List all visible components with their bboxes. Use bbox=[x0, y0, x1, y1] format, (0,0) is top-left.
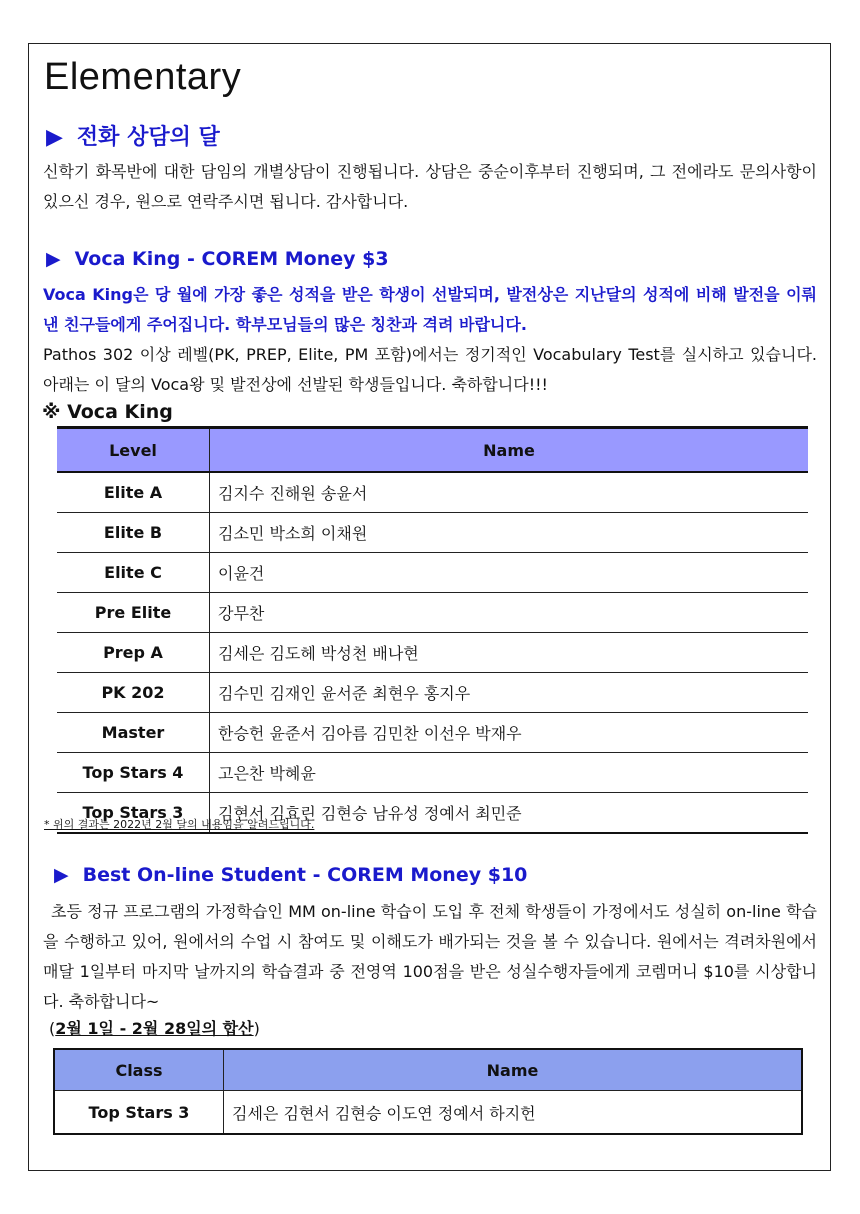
class-cell: Top Stars 3 bbox=[54, 1091, 224, 1135]
column-header-class: Class bbox=[54, 1049, 224, 1091]
triangle-right-icon: ▶ bbox=[46, 125, 63, 150]
best-online-body: 초등 정규 프로그램의 가정학습인 MM on-line 학습이 도입 후 전체 학생들이 가정에서도 성실히 on-line 학습을 수행하고 있어, 원에서의 수업 시 참여도 및 이해도가 배가되는 것을 볼 수 있습니다. 원에서는 격려차원에서 매달 1일부터 마지막 날까지의 학습결과 중 전영역 100점을 받은 성실수행자들에게 코렘머니 $10를 시상합니다. 축하합니다~ bbox=[43, 902, 817, 1011]
name-cell: 김지수 진해원 송윤서 bbox=[210, 472, 809, 513]
voca-king-body: Pathos 302 이상 레벨(PK, PREP, Elite, PM 포함)에서는 정기적인 Vocabulary Test를 실시하고 있습니다. 아래는 이 달의 Voca왕 및 발전상에 선발된 학생들입니다. 축하합니다!!! bbox=[43, 345, 817, 394]
column-header-name: Name bbox=[210, 428, 809, 473]
name-cell: 김소민 박소희 이채원 bbox=[210, 513, 809, 553]
name-cell: 강무찬 bbox=[210, 593, 809, 633]
triangle-right-icon: ▶ bbox=[54, 864, 69, 886]
name-cell: 김수민 김재인 윤서준 최현우 홍지우 bbox=[210, 673, 809, 713]
name-cell: 김세은 김현서 김현승 이도연 정예서 하지헌 bbox=[232, 1103, 536, 1123]
table-row bbox=[57, 472, 808, 513]
column-header-level: Level bbox=[57, 428, 210, 473]
name-cell: 김세은 김도헤 박성천 배나현 bbox=[210, 633, 809, 673]
table-header-row bbox=[57, 428, 808, 473]
name-cell: 이윤건 bbox=[210, 553, 809, 593]
level-cell: PK 202 bbox=[57, 673, 210, 713]
voca-king-subheading: ※ Voca King bbox=[42, 401, 173, 423]
consultation-body: 신학기 화목반에 대한 담임의 개별상담이 진행됩니다. 상담은 중순이후부터 진행되며, 그 전에라도 문의사항이 있으신 경우, 원으로 연락주시면 됩니다. 감사합니다. bbox=[43, 162, 817, 211]
table-row bbox=[57, 673, 808, 713]
table-row bbox=[54, 1091, 802, 1135]
level-cell: Prep A bbox=[57, 633, 210, 673]
level-cell: Top Stars 4 bbox=[57, 753, 210, 793]
level-cell: Elite B bbox=[57, 513, 210, 553]
table-row bbox=[57, 753, 808, 793]
name-cell: 김현서 김효린 김현승 남유성 정예서 최민준 bbox=[210, 793, 809, 834]
section-heading-best-online: ▶ Best On-line Student - COREM Money $10 bbox=[54, 864, 528, 886]
voca-king-highlight: Voca King은 당 월에 가장 좋은 성적을 받은 학생이 선발되며, 발전상은 지난달의 성적에 비해 발전을 이뤄낸 친구들에게 주어집니다. 학부모님들의 많은 칭찬과 격려 바랍니다. bbox=[43, 285, 817, 334]
level-cell: Elite A bbox=[57, 472, 210, 513]
column-header-name: Name bbox=[224, 1049, 803, 1091]
level-cell: Top Stars 3 bbox=[57, 793, 210, 834]
results-footnote: * 위의 결과는 2022년 2월 달의 내용임을 알려드립니다. bbox=[44, 818, 315, 831]
level-cell: Master bbox=[57, 713, 210, 753]
table-row bbox=[57, 513, 808, 553]
triangle-right-icon: ▶ bbox=[46, 248, 61, 270]
name-cell: 고은찬 박혜윤 bbox=[210, 753, 809, 793]
name-cell: 한승헌 윤준서 김아름 김민찬 이선우 박재우 bbox=[210, 713, 809, 753]
table-row bbox=[57, 713, 808, 753]
voca-king-table bbox=[57, 426, 808, 834]
table-row bbox=[57, 593, 808, 633]
page-title: Elementary bbox=[44, 56, 242, 98]
table-header-row bbox=[54, 1049, 802, 1091]
table-row bbox=[57, 553, 808, 593]
section-heading-consultation: ▶ 전화 상담의 달 bbox=[46, 125, 220, 150]
level-cell: Pre Elite bbox=[57, 593, 210, 633]
level-cell: Elite C bbox=[57, 553, 210, 593]
section-heading-voca-king: ▶ Voca King - COREM Money $3 bbox=[46, 248, 389, 270]
period-label: (2월 1일 - 2월 28일의 합산) bbox=[49, 1019, 260, 1038]
best-online-table bbox=[53, 1048, 803, 1135]
table-row bbox=[57, 633, 808, 673]
